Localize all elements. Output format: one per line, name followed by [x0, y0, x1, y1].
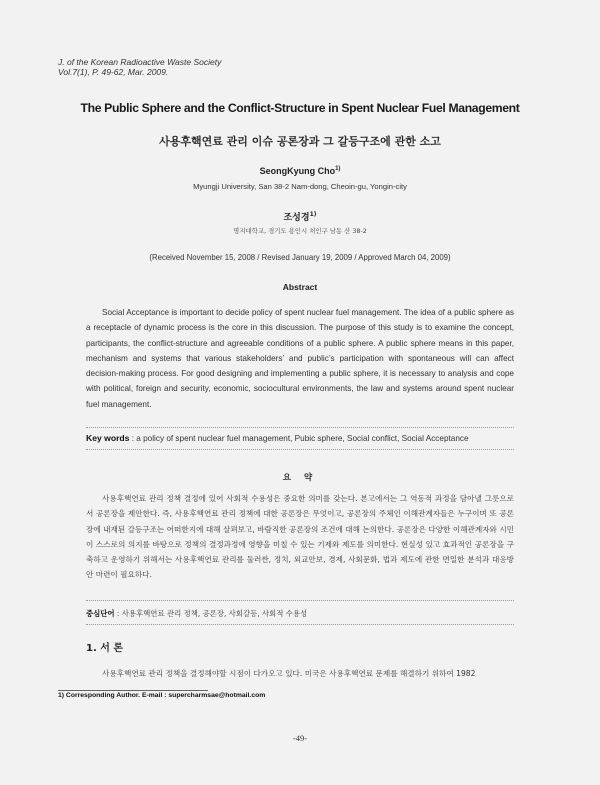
- divider: [86, 427, 514, 428]
- korean-author: [0, 210, 600, 223]
- page-number: -49-: [292, 733, 308, 743]
- journal-volume: Vol.7(1), P. 49-62, Mar. 2009.: [58, 67, 169, 77]
- korean-author-footnote-mark: 1): [309, 211, 317, 218]
- keywords: [86, 433, 514, 443]
- paper-title: The Public Sphere and the Conflict-Structure in Spent Nuclear Fuel Management: [80, 101, 520, 115]
- journal-citation: [58, 57, 221, 77]
- author: [0, 166, 600, 176]
- journal-name: J. of the Korean Radioactive Waste Society: [58, 57, 222, 67]
- footnote: 1) Corresponding Author. E-mail : supercharmsae@hotmail.com: [58, 692, 266, 699]
- korean-keywords-label: 중심단어: [86, 609, 115, 618]
- korean-affiliation: 명지대학교, 경기도 용인시 처인구 남동 산 38-2: [233, 227, 367, 235]
- abstract-heading: Abstract: [282, 282, 318, 292]
- korean-keywords: [86, 608, 514, 619]
- author-footnote-mark: 1): [335, 166, 341, 172]
- korean-author-name: 조성경: [283, 213, 310, 223]
- author-affiliation: Myungji University, San 38-2 Nam-dong, Cheoin-gu, Yongin-city: [193, 182, 407, 191]
- divider: [86, 600, 514, 601]
- section-heading: 1. 서 론: [86, 643, 124, 654]
- divider: [86, 449, 514, 450]
- keywords-text: : a policy of spent nuclear fuel management, Pubic sphere, Social conflict, Social Acceptance: [129, 434, 469, 443]
- abstract-text: Social Acceptance is important to decide policy of spent nuclear fuel management. The idea of a public sphere as a receptacle of dynamic process is the core in this discussion. The purpose of this study is to examine the concept, participants, the conflict-structure and agreeable conditions of a public sphere. A public sphere means in this paper, mechanism and systems that various stakeholders’ and public’s participation with spontaneous will can affect decision-making process. For good designing and implementing a public sphere, it is necessary to analysis and cope with political, foreign and security, economic, sociocultural environments, the law and systems around spent nuclear fuel management.: [86, 308, 514, 409]
- footnote-rule: [58, 690, 208, 691]
- korean-abstract-heading: 요 약: [282, 473, 318, 483]
- received-dates: (Received November 15, 2008 / Revised January 19, 2009 / Approved March 04, 2009): [149, 253, 451, 262]
- section-text: 사용후핵연료 관리 정책을 결정해야할 시점이 다가오고 있다. 미국은 사용후핵연료 문제를 해결하기 위하여 1982: [102, 669, 476, 678]
- divider: [86, 624, 514, 625]
- korean-keywords-text: : 사용후핵연료 관리 정책, 공론장, 사회갈등, 사회적 수용성: [114, 609, 308, 618]
- keywords-label: Key words: [86, 433, 130, 443]
- korean-abstract-text: 사용후핵연료 관리 정책 결정에 있어 사회적 수용성은 중요한 의미를 갖는다. 본고에서는 그 역동적 과정을 담아낼 그릇으로서 공론장을 제안한다. 즉, 사용후핵연료 관리 정책에 대한 공론장은 무엇이고, 공론장의 주체인 이해관계자들은 누구이며 또 공론장에 내재된 갈등구조는 어떠한지에 대해 살펴보고, 바람직한 공론장의 조건에 대해 논의한다. 공론장은 다양한 이해관계자와 시민이 스스로의 의지를 바탕으로 정책의 결정과정에 영향을 미칠 수 있는 기제와 제도를 의미한다. 현실성 있고 효과적인 공론장을 구축하고 운영하기 위해서는 사용후핵연료 관리를 둘러싼, 정치, 외교안보, 경제, 사회문화, 법과 제도에 관한 면밀한 분석과 대응방안 마련이 필요하다.: [86, 494, 514, 580]
- author-name: SeongKyung Cho: [259, 166, 336, 176]
- korean-title: 사용후핵연료 관리 이슈 공론장과 그 갈등구조에 관한 소고: [159, 135, 441, 148]
